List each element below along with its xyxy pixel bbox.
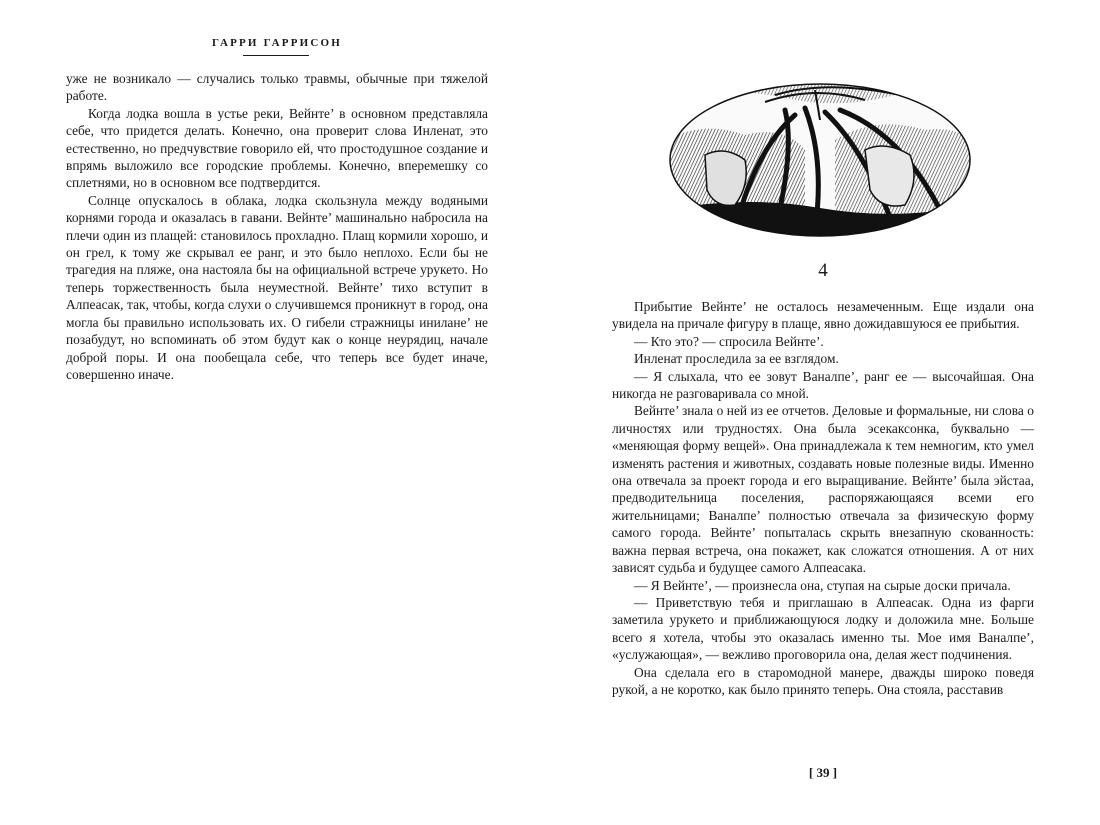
paragraph: Прибытие Вейнте’ не осталось незамеченным. Еще издали она увидела на причале фигуру в плаще, явно дожидавшуюся ее прибытия. — [612, 299, 1034, 332]
running-head-rule — [243, 55, 309, 56]
right-page-text — [612, 298, 1034, 698]
paragraph: Вейнте’ знала о ней из ее отчетов. Деловые и формальные, ни слова о личностях или трудностях. Она была эсекаксонка, буквально — «меняющая форму вещей». Она принадлежала к тем немногим, кто умел изменять растения и животных, создавать новые полезные виды. Именно она отвечала за проект города и его выращивание. Вейнте’ была эйстаа, предводительница поселения, распоряжающаяся всеми его жительницами; Ваналпе’ полностью отвечала за физическую форму самого города. Вейнте’ попыталась скрыть внезапную скованность: важна первая встреча, она покажет, как сложатся отношения. А от них зависят судьба и будущее самого Алпеасака. — [612, 403, 1034, 576]
right-page — [550, 0, 1100, 825]
paragraph: — Я Вейнте’, — произнесла она, ступая на сырые доски причала. — [634, 577, 1011, 593]
paragraph: Инленат проследила за ее взглядом. — [634, 351, 839, 367]
left-page-text — [66, 70, 488, 383]
paragraph: Когда лодка вошла в устье реки, Вейнте’ в основном представляла себе, что придется делать. Конечно, она проверит слова Инленат, это естественно, но предчувствие говорило ей, что простодушное создание и впрямь выложило все городские проблемы. Конечно, вперемешку со сплетнями, но в основном все подтвердится. — [66, 105, 488, 191]
chapter-number: 4 — [818, 260, 828, 281]
paragraph: — Кто это? — спросила Вейнте’. — [634, 333, 824, 349]
paragraph: Солнце опускалось в облака, лодка скользнула между водяными корнями города и оказалась в гавани. Вейнте’ машинально набросила на плечи один из плащей: становилось прохладно. Плащ кормили хорошо, и он грел, к тому же скрывал ее ранг, и это было неплохо. Если бы не трагедия на пляже, она настояла бы на официальной встрече урукето. Но теперь торжественность была неуместной. Вейнте’ тихо вступит в Алпеасак, так, чтобы, когда слухи о случившемся проникнут в город, она могла бы правильно использовать их. О гибели стражницы инилане’ не позабудут, но вспоминать об этом будут как о конце неурядиц, начале доброй поры. И она пообещала себе, что теперь все будет иначе, совершенно иначе. — [66, 192, 488, 382]
paragraph: — Приветствую тебя и приглашаю в Алпеасак. Одна из фарги заметила урукето и приближающуюся лодку и доложила мне. Больше всего я хотела, чтобы это оказалась именно ты. Мое имя Ваналпе’, «услужающая», — вежливо проговорила она, делая жест подчинения. — [612, 594, 1034, 663]
running-head: ГАРРИ ГАРРИСОН — [211, 37, 343, 49]
paragraph: — Я слыхала, что ее зовут Ваналпе’, ранг ее — высочайшая. Она никогда не разговаривала со мной. — [612, 368, 1034, 402]
chapter-illustration — [665, 80, 975, 240]
page-number: [ 39 ] — [808, 765, 838, 780]
paragraph: Она сделала его в старомодной манере, дважды широко поведя рукой, а не коротко, как было принято теперь. Она стояла, расставив — [612, 664, 1034, 697]
paragraph: уже не возникало — случались только травмы, обычные при тяжелой работе. — [66, 71, 488, 104]
